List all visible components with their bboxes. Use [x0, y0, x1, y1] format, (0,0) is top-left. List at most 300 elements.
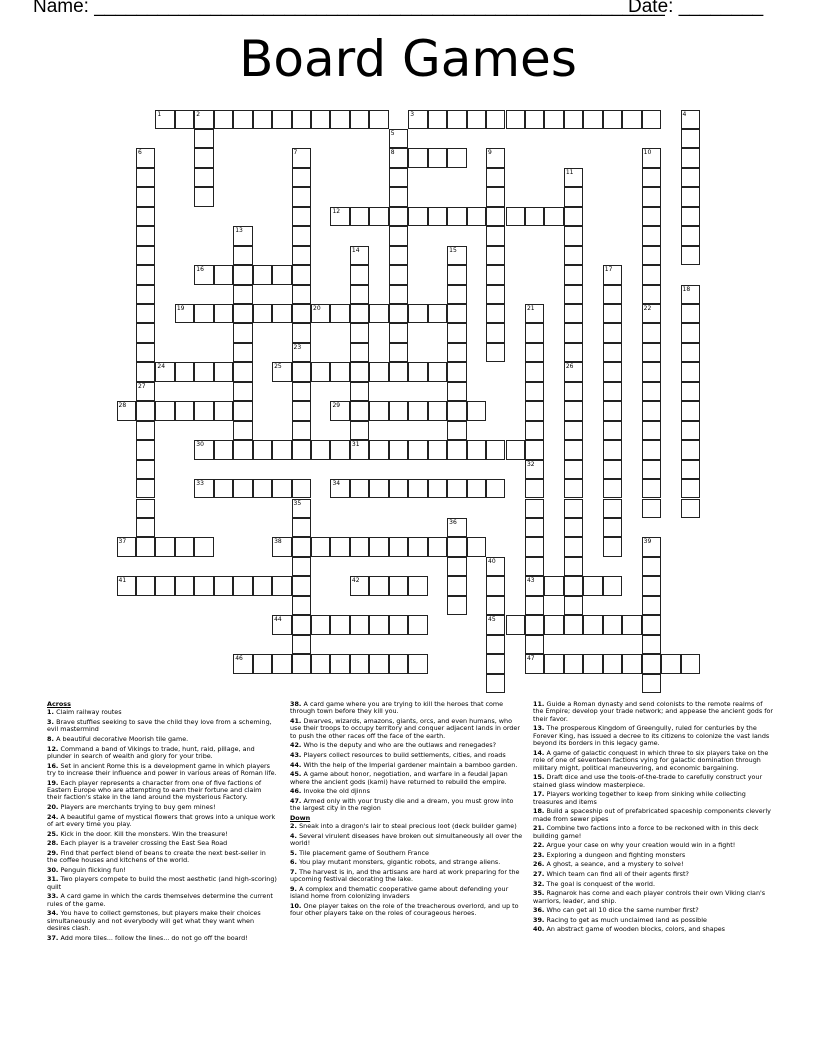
grid-cell[interactable]	[136, 362, 155, 381]
grid-cell[interactable]	[272, 440, 291, 459]
name-field-label[interactable]: Name: ______________________________________________________	[33, 0, 665, 17]
grid-cell[interactable]	[136, 246, 155, 265]
grid-cell[interactable]	[369, 362, 388, 381]
grid-cell[interactable]	[486, 246, 505, 265]
grid-cell[interactable]	[642, 304, 661, 323]
grid-cell[interactable]	[447, 537, 466, 556]
grid-cell[interactable]	[350, 479, 369, 498]
grid-cell[interactable]	[136, 304, 155, 323]
grid-cell[interactable]	[272, 576, 291, 595]
grid-cell[interactable]	[486, 635, 505, 654]
grid-cell[interactable]	[194, 129, 213, 148]
grid-cell[interactable]	[603, 323, 622, 342]
grid-cell[interactable]	[447, 304, 466, 323]
grid-cell[interactable]	[603, 479, 622, 498]
grid-cell[interactable]	[292, 654, 311, 673]
grid-cell[interactable]	[447, 576, 466, 595]
grid-cell[interactable]	[486, 285, 505, 304]
grid-cell[interactable]	[292, 323, 311, 342]
grid-cell[interactable]	[350, 285, 369, 304]
grid-cell[interactable]	[389, 129, 408, 148]
grid-cell[interactable]	[350, 343, 369, 362]
grid-cell[interactable]	[350, 615, 369, 634]
grid-cell[interactable]	[447, 110, 466, 129]
grid-cell[interactable]	[603, 362, 622, 381]
grid-cell[interactable]	[330, 615, 349, 634]
grid-cell[interactable]	[428, 207, 447, 226]
grid-cell[interactable]	[389, 440, 408, 459]
grid-cell[interactable]	[681, 168, 700, 187]
grid-cell[interactable]	[292, 499, 311, 518]
grid-cell[interactable]	[272, 537, 291, 556]
grid-cell[interactable]	[136, 421, 155, 440]
grid-cell[interactable]	[389, 615, 408, 634]
grid-cell[interactable]	[525, 343, 544, 362]
grid-cell[interactable]	[622, 654, 641, 673]
grid-cell[interactable]	[389, 148, 408, 167]
grid-cell[interactable]	[292, 382, 311, 401]
grid-cell[interactable]	[330, 207, 349, 226]
grid-cell[interactable]	[642, 421, 661, 440]
grid-cell[interactable]	[389, 168, 408, 187]
grid-cell[interactable]	[253, 110, 272, 129]
grid-cell[interactable]	[194, 479, 213, 498]
grid-cell[interactable]	[564, 499, 583, 518]
grid-cell[interactable]	[603, 343, 622, 362]
grid-cell[interactable]	[642, 168, 661, 187]
grid-cell[interactable]	[233, 226, 252, 245]
grid-cell[interactable]	[408, 110, 427, 129]
grid-cell[interactable]	[292, 110, 311, 129]
grid-cell[interactable]	[194, 401, 213, 420]
grid-cell[interactable]	[564, 460, 583, 479]
grid-cell[interactable]	[583, 615, 602, 634]
grid-cell[interactable]	[194, 148, 213, 167]
grid-cell[interactable]	[506, 615, 525, 634]
grid-cell[interactable]	[194, 187, 213, 206]
grid-cell[interactable]	[681, 479, 700, 498]
grid-cell[interactable]	[642, 499, 661, 518]
grid-cell[interactable]	[311, 362, 330, 381]
grid-cell[interactable]	[583, 110, 602, 129]
grid-cell[interactable]	[389, 537, 408, 556]
grid-cell[interactable]	[564, 518, 583, 537]
grid-cell[interactable]	[622, 110, 641, 129]
grid-cell[interactable]	[525, 440, 544, 459]
grid-cell[interactable]	[447, 148, 466, 167]
grid-cell[interactable]	[408, 615, 427, 634]
grid-cell[interactable]	[350, 382, 369, 401]
grid-cell[interactable]	[603, 537, 622, 556]
grid-cell[interactable]	[447, 421, 466, 440]
grid-cell[interactable]	[622, 615, 641, 634]
grid-cell[interactable]	[175, 110, 194, 129]
grid-cell[interactable]	[603, 654, 622, 673]
grid-cell[interactable]	[681, 285, 700, 304]
grid-cell[interactable]	[330, 362, 349, 381]
grid-cell[interactable]	[311, 537, 330, 556]
grid-cell[interactable]	[369, 304, 388, 323]
grid-cell[interactable]	[564, 226, 583, 245]
grid-cell[interactable]	[389, 187, 408, 206]
grid-cell[interactable]	[642, 440, 661, 459]
grid-cell[interactable]	[194, 265, 213, 284]
grid-cell[interactable]	[233, 479, 252, 498]
grid-cell[interactable]	[389, 265, 408, 284]
grid-cell[interactable]	[311, 654, 330, 673]
grid-cell[interactable]	[117, 537, 136, 556]
grid-cell[interactable]	[564, 576, 583, 595]
grid-cell[interactable]	[292, 421, 311, 440]
grid-cell[interactable]	[214, 362, 233, 381]
grid-cell[interactable]	[233, 323, 252, 342]
grid-cell[interactable]	[447, 207, 466, 226]
grid-cell[interactable]	[136, 576, 155, 595]
grid-cell[interactable]	[681, 207, 700, 226]
grid-cell[interactable]	[389, 401, 408, 420]
grid-cell[interactable]	[350, 401, 369, 420]
grid-cell[interactable]	[525, 518, 544, 537]
grid-cell[interactable]	[525, 654, 544, 673]
grid-cell[interactable]	[564, 537, 583, 556]
grid-cell[interactable]	[214, 304, 233, 323]
grid-cell[interactable]	[525, 401, 544, 420]
grid-cell[interactable]	[681, 323, 700, 342]
grid-cell[interactable]	[564, 343, 583, 362]
grid-cell[interactable]	[564, 362, 583, 381]
grid-cell[interactable]	[194, 537, 213, 556]
grid-cell[interactable]	[447, 343, 466, 362]
grid-cell[interactable]	[408, 537, 427, 556]
grid-cell[interactable]	[467, 440, 486, 459]
grid-cell[interactable]	[447, 382, 466, 401]
grid-cell[interactable]	[525, 323, 544, 342]
grid-cell[interactable]	[292, 187, 311, 206]
grid-cell[interactable]	[292, 596, 311, 615]
grid-cell[interactable]	[292, 479, 311, 498]
grid-cell[interactable]	[233, 285, 252, 304]
grid-cell[interactable]	[330, 304, 349, 323]
grid-cell[interactable]	[447, 246, 466, 265]
grid-cell[interactable]	[428, 537, 447, 556]
grid-cell[interactable]	[428, 479, 447, 498]
grid-cell[interactable]	[486, 265, 505, 284]
grid-cell[interactable]	[583, 654, 602, 673]
grid-cell[interactable]	[272, 110, 291, 129]
grid-cell[interactable]	[136, 537, 155, 556]
grid-cell[interactable]	[175, 362, 194, 381]
grid-cell[interactable]	[681, 187, 700, 206]
grid-cell[interactable]	[642, 615, 661, 634]
grid-cell[interactable]	[642, 246, 661, 265]
grid-cell[interactable]	[603, 304, 622, 323]
grid-cell[interactable]	[447, 362, 466, 381]
grid-cell[interactable]	[330, 110, 349, 129]
grid-cell[interactable]	[175, 304, 194, 323]
grid-cell[interactable]	[525, 382, 544, 401]
grid-cell[interactable]	[525, 576, 544, 595]
grid-cell[interactable]	[389, 304, 408, 323]
grid-cell[interactable]	[311, 440, 330, 459]
grid-cell[interactable]	[564, 187, 583, 206]
grid-cell[interactable]	[253, 440, 272, 459]
grid-cell[interactable]	[350, 362, 369, 381]
grid-cell[interactable]	[544, 207, 563, 226]
grid-cell[interactable]	[583, 576, 602, 595]
grid-cell[interactable]	[389, 323, 408, 342]
grid-cell[interactable]	[642, 362, 661, 381]
grid-cell[interactable]	[233, 654, 252, 673]
grid-cell[interactable]	[603, 421, 622, 440]
grid-cell[interactable]	[486, 596, 505, 615]
grid-cell[interactable]	[389, 285, 408, 304]
grid-cell[interactable]	[681, 304, 700, 323]
grid-cell[interactable]	[681, 440, 700, 459]
grid-cell[interactable]	[292, 635, 311, 654]
grid-cell[interactable]	[486, 323, 505, 342]
grid-cell[interactable]	[369, 401, 388, 420]
grid-cell[interactable]	[603, 401, 622, 420]
grid-cell[interactable]	[194, 110, 213, 129]
grid-cell[interactable]	[389, 654, 408, 673]
grid-cell[interactable]	[428, 362, 447, 381]
grid-cell[interactable]	[233, 576, 252, 595]
grid-cell[interactable]	[525, 557, 544, 576]
grid-cell[interactable]	[136, 499, 155, 518]
grid-cell[interactable]	[408, 148, 427, 167]
grid-cell[interactable]	[486, 674, 505, 693]
grid-cell[interactable]	[681, 148, 700, 167]
grid-cell[interactable]	[292, 207, 311, 226]
grid-cell[interactable]	[544, 110, 563, 129]
grid-cell[interactable]	[292, 440, 311, 459]
grid-cell[interactable]	[175, 401, 194, 420]
grid-cell[interactable]	[525, 460, 544, 479]
grid-cell[interactable]	[642, 654, 661, 673]
grid-cell[interactable]	[389, 362, 408, 381]
grid-cell[interactable]	[194, 440, 213, 459]
grid-cell[interactable]	[292, 148, 311, 167]
grid-cell[interactable]	[467, 401, 486, 420]
grid-cell[interactable]	[330, 401, 349, 420]
grid-cell[interactable]	[350, 265, 369, 284]
grid-cell[interactable]	[408, 207, 427, 226]
grid-cell[interactable]	[233, 110, 252, 129]
grid-cell[interactable]	[486, 226, 505, 245]
grid-cell[interactable]	[292, 285, 311, 304]
grid-cell[interactable]	[292, 265, 311, 284]
grid-cell[interactable]	[486, 168, 505, 187]
grid-cell[interactable]	[214, 576, 233, 595]
grid-cell[interactable]	[136, 323, 155, 342]
grid-cell[interactable]	[253, 265, 272, 284]
grid-cell[interactable]	[428, 440, 447, 459]
grid-cell[interactable]	[330, 537, 349, 556]
grid-cell[interactable]	[564, 110, 583, 129]
grid-cell[interactable]	[564, 265, 583, 284]
grid-cell[interactable]	[642, 635, 661, 654]
grid-cell[interactable]	[175, 576, 194, 595]
grid-cell[interactable]	[117, 576, 136, 595]
grid-cell[interactable]	[681, 401, 700, 420]
grid-cell[interactable]	[603, 110, 622, 129]
grid-cell[interactable]	[389, 343, 408, 362]
grid-cell[interactable]	[194, 362, 213, 381]
grid-cell[interactable]	[136, 401, 155, 420]
grid-cell[interactable]	[214, 265, 233, 284]
grid-cell[interactable]	[564, 401, 583, 420]
grid-cell[interactable]	[350, 304, 369, 323]
grid-cell[interactable]	[272, 479, 291, 498]
grid-cell[interactable]	[136, 479, 155, 498]
grid-cell[interactable]	[350, 110, 369, 129]
grid-cell[interactable]	[564, 479, 583, 498]
grid-cell[interactable]	[447, 265, 466, 284]
grid-cell[interactable]	[136, 207, 155, 226]
grid-cell[interactable]	[369, 654, 388, 673]
grid-cell[interactable]	[272, 265, 291, 284]
grid-cell[interactable]	[603, 265, 622, 284]
grid-cell[interactable]	[292, 168, 311, 187]
grid-cell[interactable]	[155, 362, 174, 381]
grid-cell[interactable]	[642, 265, 661, 284]
grid-cell[interactable]	[603, 615, 622, 634]
grid-cell[interactable]	[233, 401, 252, 420]
grid-cell[interactable]	[603, 440, 622, 459]
grid-cell[interactable]	[603, 285, 622, 304]
grid-cell[interactable]	[642, 207, 661, 226]
grid-cell[interactable]	[350, 576, 369, 595]
grid-cell[interactable]	[350, 207, 369, 226]
grid-cell[interactable]	[292, 226, 311, 245]
grid-cell[interactable]	[350, 654, 369, 673]
grid-cell[interactable]	[350, 246, 369, 265]
grid-cell[interactable]	[350, 537, 369, 556]
grid-cell[interactable]	[408, 304, 427, 323]
grid-cell[interactable]	[467, 537, 486, 556]
grid-cell[interactable]	[486, 207, 505, 226]
grid-cell[interactable]	[564, 382, 583, 401]
grid-cell[interactable]	[642, 596, 661, 615]
grid-cell[interactable]	[233, 265, 252, 284]
grid-cell[interactable]	[233, 382, 252, 401]
grid-cell[interactable]	[272, 615, 291, 634]
grid-cell[interactable]	[214, 440, 233, 459]
grid-cell[interactable]	[603, 460, 622, 479]
grid-cell[interactable]	[369, 615, 388, 634]
grid-cell[interactable]	[642, 401, 661, 420]
grid-cell[interactable]	[681, 246, 700, 265]
grid-cell[interactable]	[369, 479, 388, 498]
grid-cell[interactable]	[233, 246, 252, 265]
grid-cell[interactable]	[467, 207, 486, 226]
grid-cell[interactable]	[136, 382, 155, 401]
grid-cell[interactable]	[233, 362, 252, 381]
grid-cell[interactable]	[642, 323, 661, 342]
grid-cell[interactable]	[642, 285, 661, 304]
grid-cell[interactable]	[292, 401, 311, 420]
grid-cell[interactable]	[642, 110, 661, 129]
grid-cell[interactable]	[525, 304, 544, 323]
grid-cell[interactable]	[681, 129, 700, 148]
grid-cell[interactable]	[603, 499, 622, 518]
grid-cell[interactable]	[525, 596, 544, 615]
grid-cell[interactable]	[233, 304, 252, 323]
grid-cell[interactable]	[292, 557, 311, 576]
grid-cell[interactable]	[272, 362, 291, 381]
grid-cell[interactable]	[642, 537, 661, 556]
grid-cell[interactable]	[292, 615, 311, 634]
grid-cell[interactable]	[408, 576, 427, 595]
grid-cell[interactable]	[681, 343, 700, 362]
grid-cell[interactable]	[564, 615, 583, 634]
grid-cell[interactable]	[447, 440, 466, 459]
grid-cell[interactable]	[292, 343, 311, 362]
grid-cell[interactable]	[564, 285, 583, 304]
grid-cell[interactable]	[272, 654, 291, 673]
grid-cell[interactable]	[292, 518, 311, 537]
grid-cell[interactable]	[525, 110, 544, 129]
grid-cell[interactable]	[544, 615, 563, 634]
grid-cell[interactable]	[408, 401, 427, 420]
grid-cell[interactable]	[194, 576, 213, 595]
grid-cell[interactable]	[642, 576, 661, 595]
grid-cell[interactable]	[408, 479, 427, 498]
grid-cell[interactable]	[136, 518, 155, 537]
grid-cell[interactable]	[136, 285, 155, 304]
grid-cell[interactable]	[408, 440, 427, 459]
grid-cell[interactable]	[486, 343, 505, 362]
grid-cell[interactable]	[525, 499, 544, 518]
grid-cell[interactable]	[564, 323, 583, 342]
grid-cell[interactable]	[642, 187, 661, 206]
grid-cell[interactable]	[253, 576, 272, 595]
grid-cell[interactable]	[681, 499, 700, 518]
date-field-label[interactable]: Date: ________	[628, 0, 764, 17]
grid-cell[interactable]	[525, 615, 544, 634]
grid-cell[interactable]	[428, 401, 447, 420]
grid-cell[interactable]	[136, 460, 155, 479]
grid-cell[interactable]	[447, 557, 466, 576]
grid-cell[interactable]	[136, 168, 155, 187]
grid-cell[interactable]	[486, 557, 505, 576]
grid-cell[interactable]	[311, 304, 330, 323]
grid-cell[interactable]	[564, 421, 583, 440]
grid-cell[interactable]	[330, 440, 349, 459]
grid-cell[interactable]	[544, 576, 563, 595]
grid-cell[interactable]	[486, 615, 505, 634]
grid-cell[interactable]	[292, 537, 311, 556]
grid-cell[interactable]	[350, 440, 369, 459]
grid-cell[interactable]	[603, 382, 622, 401]
grid-cell[interactable]	[292, 576, 311, 595]
grid-cell[interactable]	[233, 440, 252, 459]
grid-cell[interactable]	[603, 518, 622, 537]
grid-cell[interactable]	[136, 343, 155, 362]
grid-cell[interactable]	[486, 187, 505, 206]
grid-cell[interactable]	[642, 226, 661, 245]
grid-cell[interactable]	[681, 226, 700, 245]
grid-cell[interactable]	[389, 246, 408, 265]
grid-cell[interactable]	[564, 440, 583, 459]
grid-cell[interactable]	[175, 537, 194, 556]
grid-cell[interactable]	[642, 382, 661, 401]
grid-cell[interactable]	[467, 110, 486, 129]
grid-cell[interactable]	[447, 596, 466, 615]
grid-cell[interactable]	[292, 246, 311, 265]
grid-cell[interactable]	[506, 110, 525, 129]
grid-cell[interactable]	[369, 537, 388, 556]
